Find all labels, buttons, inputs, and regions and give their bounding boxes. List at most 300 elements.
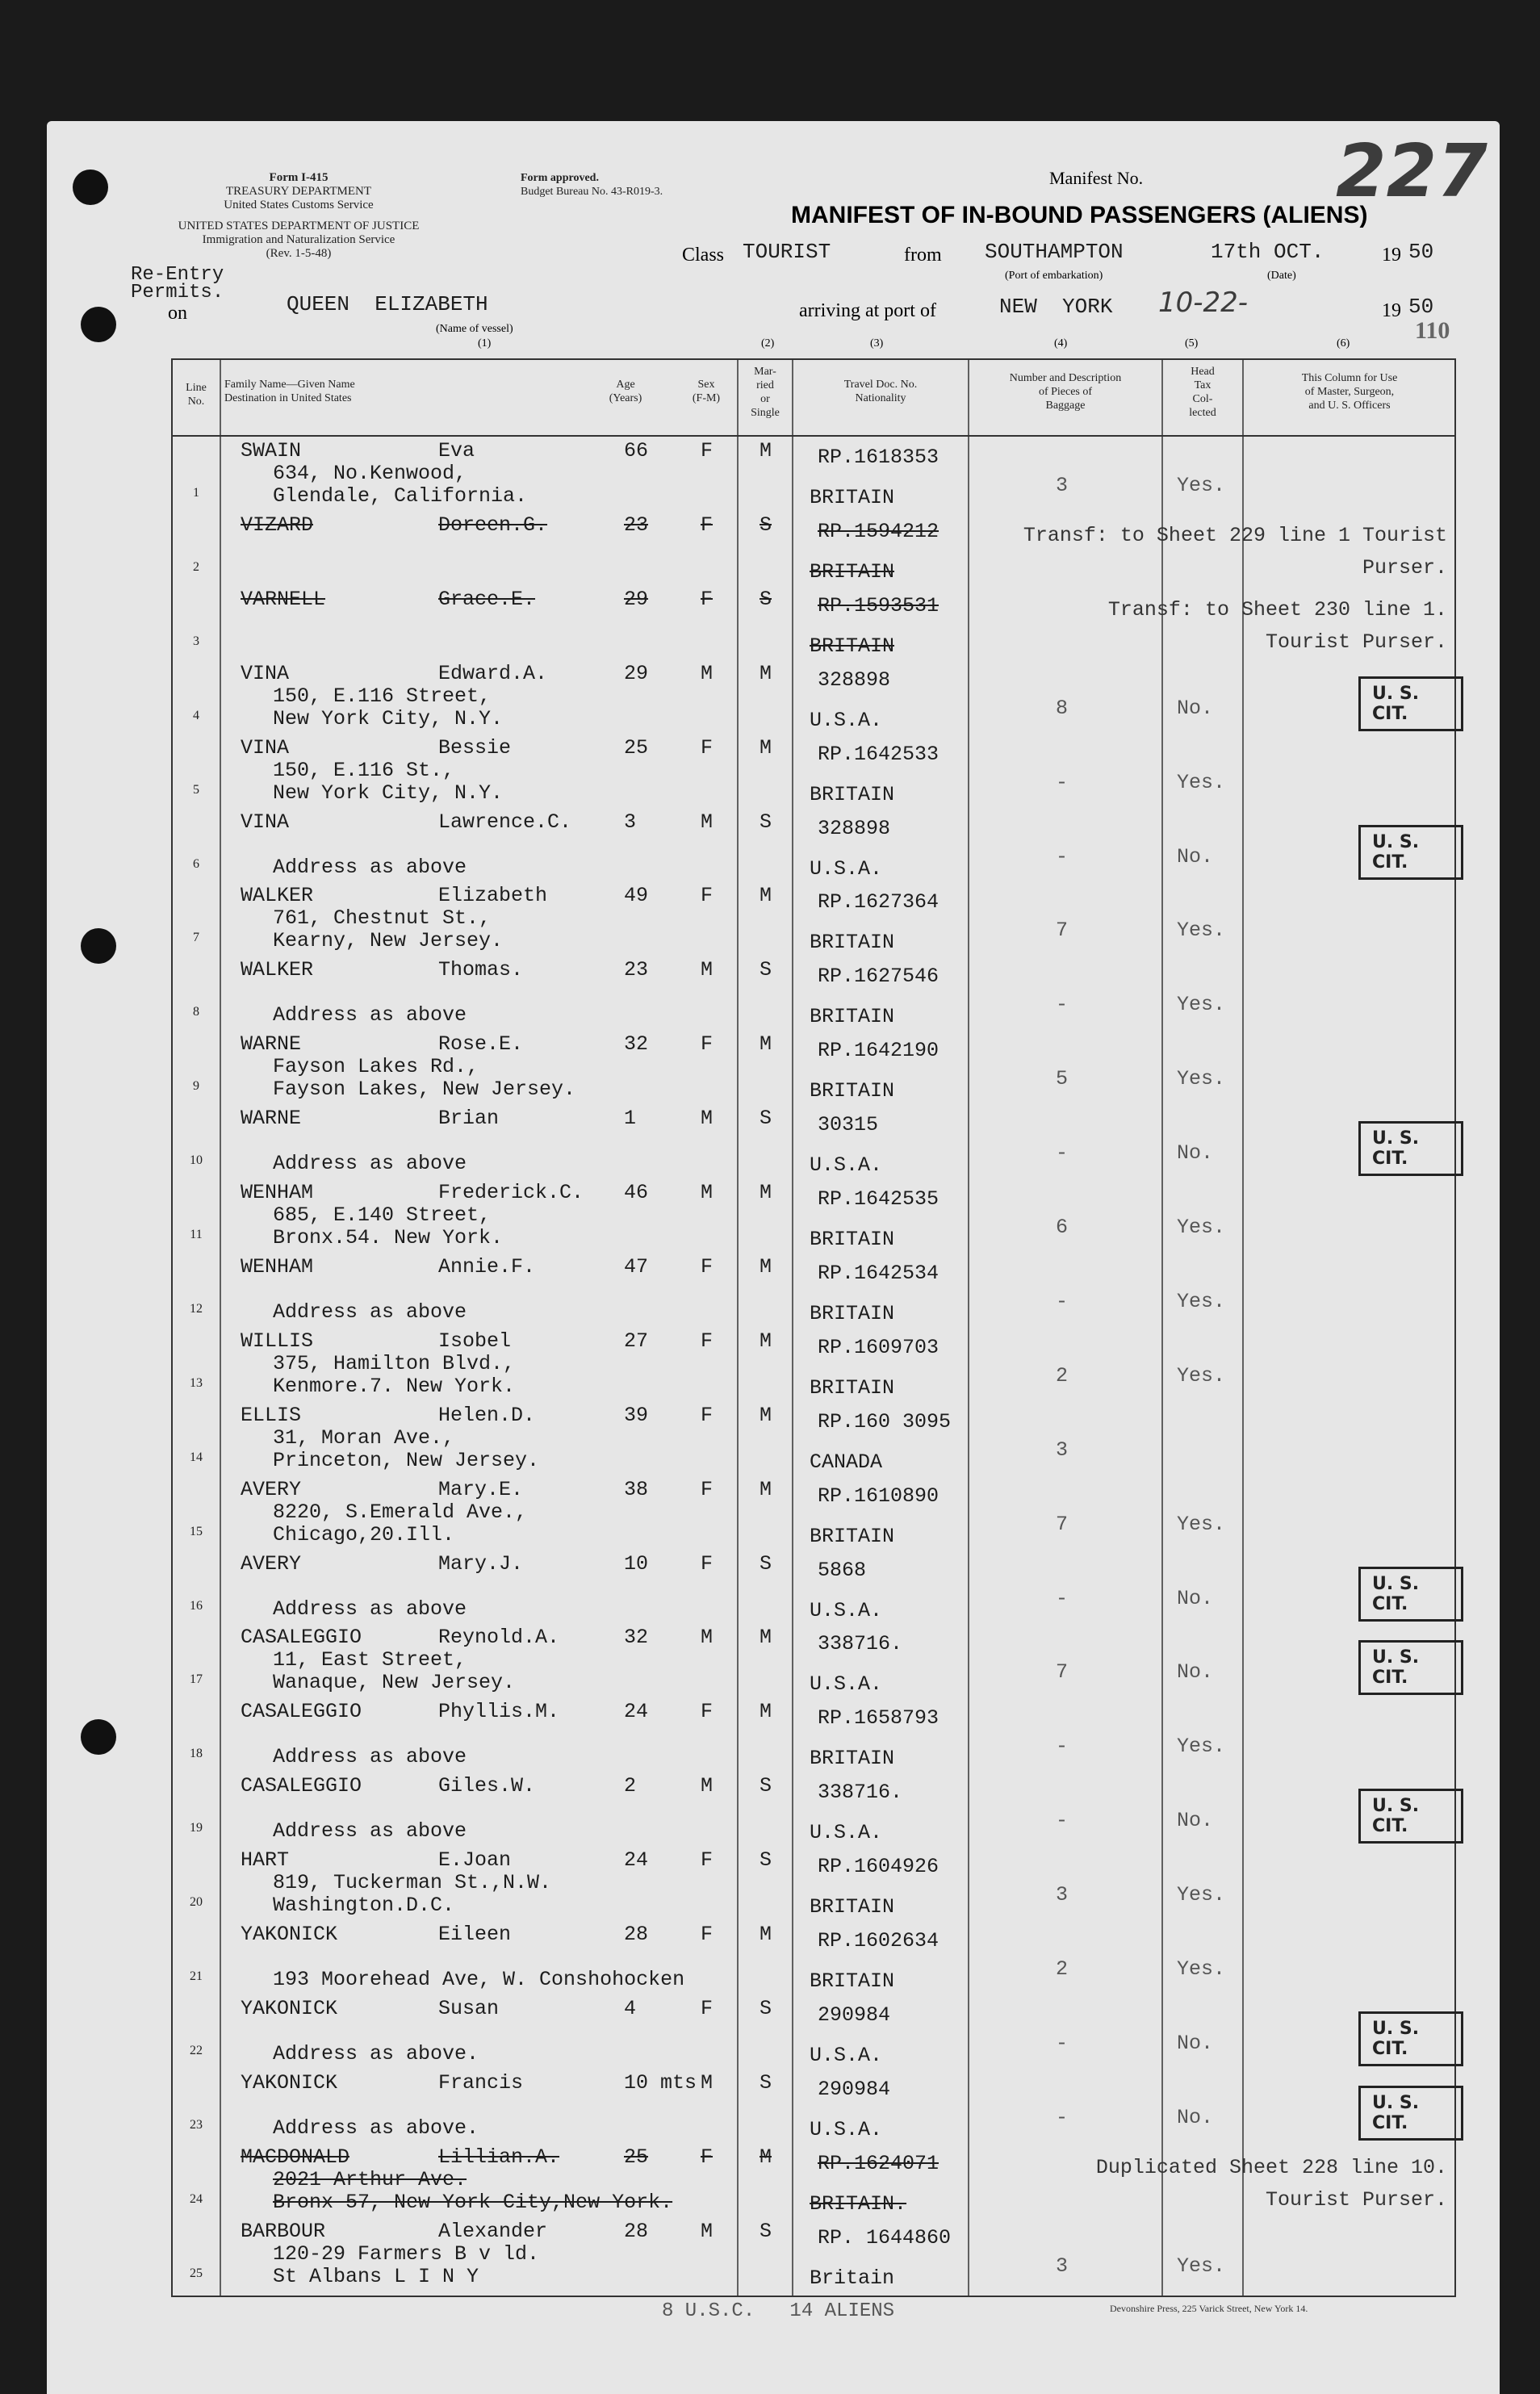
age: 28	[624, 2219, 649, 2243]
given-name: Edward.A.	[438, 661, 548, 685]
col-header-baggage: Number and Description of Pieces of Baggage	[1009, 372, 1122, 412]
nationality: U.S.A.	[810, 1821, 883, 1845]
age: 23	[624, 513, 649, 537]
head-tax: Yes.	[1177, 770, 1226, 794]
sex: M	[701, 2070, 714, 2095]
head-tax: Yes.	[1177, 1883, 1226, 1907]
head-tax: No.	[1177, 696, 1214, 720]
age: 24	[624, 1848, 649, 1873]
port-caption: (Port of embarkation)	[1005, 270, 1103, 282]
sex: F	[701, 1254, 714, 1279]
baggage: -	[1056, 1141, 1069, 1166]
nationality: BRITAIN	[810, 486, 895, 509]
punch-hole	[81, 1719, 116, 1755]
table-row	[172, 437, 1463, 512]
age: 3	[624, 810, 637, 834]
marital-status: M	[760, 1923, 772, 1946]
travel-doc-number: RP.1642190	[818, 1039, 939, 1063]
family-name: WALKER	[241, 884, 314, 908]
travel-doc-number: RP.1627364	[818, 890, 939, 914]
line-number: 14	[190, 1450, 203, 1464]
age: 27	[624, 1329, 649, 1353]
year-prefix: 19	[1382, 245, 1401, 266]
line-number: 18	[190, 1747, 203, 1761]
baggage: 3	[1056, 474, 1069, 497]
address-line-1: 120-29 Farmers B v ld.	[273, 2241, 540, 2266]
family-name: CASALEGGIO	[241, 1700, 362, 1724]
age: 47	[624, 1254, 649, 1279]
marital-status: S	[760, 1551, 772, 1576]
col-num-3: (3)	[870, 337, 884, 349]
table-row	[172, 1476, 1463, 1551]
address-line-2: Wanaque, New Jersey.	[273, 1671, 516, 1695]
given-name: Thomas.	[438, 958, 524, 982]
sex: F	[701, 439, 714, 462]
footer-count: 8 U.S.C. 14 ALIENS	[662, 2300, 895, 2322]
marital-status: M	[760, 884, 772, 908]
travel-doc-number: 290984	[818, 2003, 891, 2027]
marital-status: M	[760, 439, 772, 462]
family-name: AVERY	[241, 1477, 302, 1501]
arriving-label: arriving at port of	[799, 300, 936, 321]
head-tax: No.	[1177, 1141, 1214, 1166]
line-number: 21	[190, 1969, 203, 1983]
table-row	[172, 512, 1463, 586]
head-tax: No.	[1177, 2105, 1214, 2129]
nationality: U.S.A.	[810, 856, 883, 881]
baggage: 7	[1056, 1660, 1069, 1685]
given-name: Lillian.A.	[438, 2145, 560, 2169]
baggage: -	[1056, 2105, 1069, 2129]
head-tax: No.	[1177, 2031, 1214, 2055]
marital-status: S	[760, 587, 772, 611]
baggage: -	[1056, 1735, 1069, 1759]
given-name: Mary.E.	[438, 1477, 524, 1501]
marital-status: S	[760, 958, 772, 982]
given-name: Annie.F.	[438, 1254, 536, 1279]
line-number: 15	[190, 1524, 203, 1538]
col-header-sex: Sex (F-M)	[692, 379, 721, 404]
nationality: U.S.A.	[810, 1153, 883, 1178]
table-row	[172, 2070, 1463, 2144]
age: 29	[624, 587, 649, 611]
travel-doc-number: RP.1642534	[818, 1261, 939, 1285]
sex: F	[701, 735, 714, 760]
treasury-label: TREASURY DEPARTMENT	[225, 185, 372, 198]
address-line-1: 8220, S.Emerald Ave.,	[273, 1500, 528, 1524]
arrival-year-prefix: 19	[1382, 300, 1401, 321]
sex: F	[701, 1403, 714, 1427]
family-name: ELLIS	[241, 1403, 302, 1427]
sex: F	[701, 1329, 714, 1353]
travel-doc-number: RP. 1644860	[818, 2225, 952, 2250]
given-name: Grace.E.	[438, 587, 536, 611]
nationality: U.S.A.	[810, 2043, 883, 2067]
baggage: -	[1056, 844, 1069, 868]
travel-doc-number: RP.1627546	[818, 965, 939, 989]
given-name: Phyllis.M.	[438, 1700, 560, 1724]
head-tax: Yes.	[1177, 1289, 1226, 1313]
family-name: WARNE	[241, 1107, 302, 1131]
baggage: 8	[1056, 696, 1069, 720]
table-row	[172, 660, 1463, 735]
address-line-2: Address as above	[273, 1745, 467, 1769]
given-name: Susan	[438, 1996, 500, 2020]
given-name: Giles.W.	[438, 1774, 536, 1798]
sex: F	[701, 1477, 714, 1501]
sex: F	[701, 513, 714, 537]
baggage: 2	[1056, 1957, 1069, 1981]
sex: M	[701, 810, 714, 834]
age: 38	[624, 1477, 649, 1501]
sex: M	[701, 1107, 714, 1131]
family-name: VIZARD	[241, 513, 314, 537]
marital-status: S	[760, 1996, 772, 2020]
head-tax: Yes.	[1177, 1957, 1226, 1981]
travel-doc-number: RP.1658793	[818, 1706, 939, 1731]
family-name: YAKONICK	[241, 1996, 338, 2020]
age: 25	[624, 735, 649, 760]
travel-doc-number: 30315	[818, 1113, 879, 1137]
us-citizen-stamp: U. S. CIT.	[1358, 1789, 1463, 1844]
col-header-name: Family Name—Given Name Destination in United States	[224, 379, 355, 404]
marital-status: M	[760, 735, 772, 760]
table-row	[172, 1921, 1463, 1995]
nationality: CANADA	[810, 1450, 883, 1474]
marital-status: M	[760, 1181, 772, 1204]
table-row	[172, 1402, 1463, 1476]
justice-label: UNITED STATES DEPARTMENT OF JUSTICE	[178, 220, 420, 232]
sex: F	[701, 1923, 714, 1946]
baggage: -	[1056, 1586, 1069, 1610]
col-num-5: (5)	[1185, 337, 1199, 349]
baggage: -	[1056, 2031, 1069, 2055]
vessel-name: QUEEN ELIZABETH	[287, 292, 488, 316]
age: 10	[624, 1551, 649, 1576]
justice-block	[161, 220, 436, 261]
us-citizen-stamp: U. S. CIT.	[1358, 825, 1463, 880]
given-name: Isobel	[438, 1329, 512, 1353]
col-num-6: (6)	[1337, 337, 1350, 349]
line-number: 22	[190, 2043, 203, 2057]
head-tax: Yes.	[1177, 1735, 1226, 1759]
address-line-2: Princeton, New Jersey.	[273, 1448, 540, 1472]
table-row	[172, 1551, 1463, 1625]
head-tax: No.	[1177, 1586, 1214, 1610]
table-row	[172, 1105, 1463, 1179]
manifest-no-label: Manifest No.	[1049, 168, 1144, 188]
table-row	[172, 1995, 1463, 2070]
baggage: 3	[1056, 1883, 1069, 1907]
travel-doc-number: 328898	[818, 668, 891, 692]
us-citizen-stamp: U. S. CIT.	[1358, 676, 1463, 731]
given-name: Rose.E.	[438, 1032, 524, 1057]
printer-imprint: Devonshire Press, 225 Varick Street, New York 14.	[1110, 2303, 1308, 2314]
given-name: Bessie	[438, 735, 512, 760]
table-row	[172, 956, 1463, 1031]
address-line-2: New York City, N.Y.	[273, 781, 504, 805]
family-name: VARNELL	[241, 587, 326, 611]
class-value: TOURIST	[743, 240, 831, 264]
age: 2	[624, 1774, 637, 1798]
nationality: BRITAIN.	[810, 2191, 907, 2216]
nationality: BRITAIN	[810, 559, 895, 584]
family-name: WILLIS	[241, 1329, 314, 1353]
sex: F	[701, 1551, 714, 1576]
line-number: 13	[190, 1375, 203, 1390]
arriving-port: NEW YORK	[999, 295, 1113, 319]
address-line-2: Bronx 57, New York City,New York.	[273, 2190, 673, 2214]
family-name: AVERY	[241, 1551, 302, 1576]
nationality: BRITAIN	[810, 1969, 895, 1993]
address-line-1: 761, Chestnut St.,	[273, 906, 492, 931]
nationality: BRITAIN	[810, 931, 895, 955]
table-row	[172, 1624, 1463, 1698]
line-number: 24	[190, 2191, 203, 2206]
table-row	[172, 1179, 1463, 1254]
punch-hole	[73, 170, 108, 205]
from-label: from	[904, 245, 942, 266]
baggage: 6	[1056, 1216, 1069, 1239]
given-name: Francis	[438, 2070, 524, 2095]
address-line-2: Address as above	[273, 855, 467, 879]
baggage: -	[1056, 993, 1069, 1017]
customs-label: United States Customs Service	[224, 199, 374, 211]
address-line-1: 819, Tuckerman St.,N.W.	[273, 1871, 552, 1895]
marital-status: M	[760, 1626, 772, 1650]
travel-doc-number: 5868	[818, 1558, 867, 1582]
travel-doc-number: RP.1624071	[818, 2151, 939, 2175]
col-header-remarks: This Column for Use of Master, Surgeon, and U. S. Officers	[1301, 372, 1398, 412]
marital-status: M	[760, 661, 772, 685]
head-tax: No.	[1177, 844, 1214, 868]
address-line-1: 150, E.116 St.,	[273, 758, 455, 782]
address-line-2: Address as above	[273, 1597, 467, 1621]
given-name: Brian	[438, 1107, 500, 1131]
family-name: WENHAM	[241, 1181, 314, 1204]
marital-status: M	[760, 1477, 772, 1501]
marital-status: S	[760, 1848, 772, 1873]
form-agency-block	[202, 171, 395, 212]
head-tax: No.	[1177, 1660, 1214, 1685]
given-name: Doreen.G.	[438, 513, 548, 537]
remark-note: Transf: to Sheet 229 line 1 Tourist Purser.	[1023, 523, 1447, 580]
date-value: 17th OCT.	[1211, 240, 1324, 264]
marital-status: M	[760, 2145, 772, 2169]
travel-doc-number: RP.1610890	[818, 1484, 939, 1508]
line-number: 10	[190, 1153, 203, 1168]
budget-bureau: Budget Bureau No. 43-R019-3.	[521, 186, 663, 198]
nationality: BRITAIN	[810, 1005, 895, 1029]
address-line-1: 375, Hamilton Blvd.,	[273, 1351, 516, 1375]
line-number: 19	[190, 1821, 203, 1835]
baggage: -	[1056, 770, 1069, 794]
line-number: 4	[193, 708, 199, 722]
family-name: VINA	[241, 661, 290, 685]
travel-doc-number: RP.1609703	[818, 1335, 939, 1359]
nationality: BRITAIN	[810, 1747, 895, 1771]
nationality: U.S.A.	[810, 2117, 883, 2141]
punch-hole	[81, 928, 116, 964]
us-citizen-stamp: U. S. CIT.	[1358, 1640, 1463, 1695]
us-citizen-stamp: U. S. CIT.	[1358, 2086, 1463, 2141]
nationality: BRITAIN	[810, 1079, 895, 1103]
line-number: 9	[193, 1079, 199, 1094]
line-number: 11	[190, 1228, 203, 1241]
form-number: Form I-415	[269, 171, 329, 184]
address-line-2: Address as above	[273, 1003, 467, 1027]
col-header-travel-doc: Travel Doc. No. Nationality	[843, 379, 918, 404]
given-name: Eileen	[438, 1923, 512, 1946]
travel-doc-number: RP.1594212	[818, 519, 939, 543]
nationality: U.S.A.	[810, 708, 883, 732]
nationality: U.S.A.	[810, 1672, 883, 1697]
marital-status: S	[760, 2219, 772, 2243]
table-row	[172, 1698, 1463, 1772]
age: 32	[624, 1032, 649, 1057]
line-number: 5	[193, 782, 199, 797]
sex: M	[701, 958, 714, 982]
head-tax: Yes.	[1177, 1216, 1226, 1239]
family-name: VINA	[241, 735, 290, 760]
table-row	[172, 586, 1463, 660]
punch-hole	[81, 307, 116, 342]
table-row	[172, 2144, 1463, 2218]
address-line-1: 685, E.140 Street,	[273, 1203, 492, 1227]
marital-status: M	[760, 1032, 772, 1057]
travel-doc-number: RP.1642533	[818, 742, 939, 766]
table-row	[172, 1772, 1463, 1847]
age: 23	[624, 958, 649, 982]
travel-doc-number: RP.1604926	[818, 1855, 939, 1879]
head-tax: Yes.	[1177, 1067, 1226, 1091]
address-line-2: Chicago,20.Ill.	[273, 1522, 455, 1546]
head-tax: No.	[1177, 1809, 1214, 1833]
line-number: 23	[190, 2117, 203, 2132]
address-line-2: Address as above	[273, 1819, 467, 1844]
address-line-2: Bronx.54. New York.	[273, 1226, 504, 1249]
family-name: WARNE	[241, 1032, 302, 1057]
date-caption: (Date)	[1267, 270, 1296, 282]
head-tax: Yes.	[1177, 2254, 1226, 2278]
travel-doc-number: RP.1593531	[818, 593, 939, 617]
line-number: 8	[193, 1005, 199, 1019]
arrival-year: 50	[1408, 295, 1434, 319]
head-tax: Yes.	[1177, 919, 1226, 943]
col-header-married: Mar- ried or Single	[751, 366, 780, 419]
marital-status: S	[760, 810, 772, 834]
nationality: BRITAIN	[810, 1524, 895, 1548]
family-name: WENHAM	[241, 1254, 314, 1279]
baggage: 3	[1056, 1438, 1069, 1462]
table-row	[172, 809, 1463, 883]
col-header-age: Age (Years)	[609, 379, 642, 404]
nationality: U.S.A.	[810, 1598, 883, 1622]
remark-note: Duplicated Sheet 228 line 10. Tourist Purser.	[1095, 2155, 1447, 2212]
given-name: Elizabeth	[438, 884, 548, 908]
nationality: Britain	[810, 2266, 895, 2290]
sex: F	[701, 1996, 714, 2020]
baggage: 5	[1056, 1067, 1069, 1091]
manifest-title: MANIFEST OF IN-BOUND PASSENGERS (ALIENS)	[791, 202, 1368, 228]
head-tax: Yes.	[1177, 1512, 1226, 1536]
table-row	[172, 735, 1463, 809]
family-name: YAKONICK	[241, 2070, 338, 2095]
address-line-2: St Albans L I N Y	[273, 2264, 479, 2288]
given-name: Eva	[438, 439, 475, 462]
given-name: E.Joan	[438, 1848, 512, 1873]
table-row	[172, 1328, 1463, 1402]
form-approved: Form approved.	[521, 172, 599, 184]
family-name: CASALEGGIO	[241, 1774, 362, 1798]
age: 28	[624, 1923, 649, 1946]
marital-status: M	[760, 1254, 772, 1279]
baggage: 7	[1056, 919, 1069, 943]
travel-doc-number: RP.160 3095	[818, 1409, 952, 1433]
age: 46	[624, 1181, 649, 1204]
age: 49	[624, 884, 649, 908]
baggage: 2	[1056, 1363, 1069, 1387]
address-line-2: Address as above.	[273, 2041, 479, 2065]
travel-doc-number: RP.1602634	[818, 1929, 939, 1952]
vessel-caption: (Name of vessel)	[436, 323, 513, 335]
age: 25	[624, 2145, 649, 2169]
col-header-line-no: Line No.	[186, 382, 207, 408]
address-line-2: Washington.D.C.	[273, 1894, 455, 1918]
nationality: BRITAIN	[810, 1375, 895, 1400]
address-line-2: Address as above	[273, 1152, 467, 1176]
family-name: CASALEGGIO	[241, 1626, 362, 1650]
from-value: SOUTHAMPTON	[985, 240, 1124, 264]
sex: F	[701, 1032, 714, 1057]
travel-doc-number: 328898	[818, 816, 891, 840]
family-name: YAKONICK	[241, 1923, 338, 1946]
nationality: BRITAIN	[810, 634, 895, 658]
sex: M	[701, 1774, 714, 1798]
reentry-label: Re-Entry Permits.	[131, 264, 224, 303]
age: 4	[624, 1996, 637, 2020]
baggage: 3	[1056, 2254, 1069, 2278]
line-number: 25	[190, 2266, 203, 2280]
nationality: BRITAIN	[810, 1895, 895, 1919]
travel-doc-number: RP.1618353	[818, 446, 939, 469]
age: 39	[624, 1403, 649, 1427]
marital-status: M	[760, 1403, 772, 1427]
head-tax: Yes.	[1177, 1363, 1226, 1387]
sex: F	[701, 884, 714, 908]
remark-note: Transf: to Sheet 230 line 1. Tourist Purser.	[1107, 597, 1447, 654]
travel-doc-number: RP.1642535	[818, 1187, 939, 1211]
table-row	[172, 1031, 1463, 1105]
address-line-2: Address as above.	[273, 2116, 479, 2140]
line-number: 1	[193, 486, 199, 500]
family-name: SWAIN	[241, 439, 302, 462]
sex: F	[701, 1700, 714, 1724]
approval-block	[521, 171, 714, 199]
sex: F	[701, 587, 714, 611]
sex: M	[701, 1181, 714, 1204]
baggage: -	[1056, 1809, 1069, 1833]
baggage: 7	[1056, 1512, 1069, 1536]
family-name: BARBOUR	[241, 2219, 326, 2243]
col-header-head-tax: Head Tax Col- lected	[1189, 366, 1216, 419]
sex: M	[701, 1626, 714, 1650]
line-number: 3	[193, 634, 199, 648]
travel-doc-number: 338716.	[818, 1632, 903, 1656]
family-name: WALKER	[241, 958, 314, 982]
age: 24	[624, 1700, 649, 1724]
travel-doc-number: 338716.	[818, 1781, 903, 1805]
